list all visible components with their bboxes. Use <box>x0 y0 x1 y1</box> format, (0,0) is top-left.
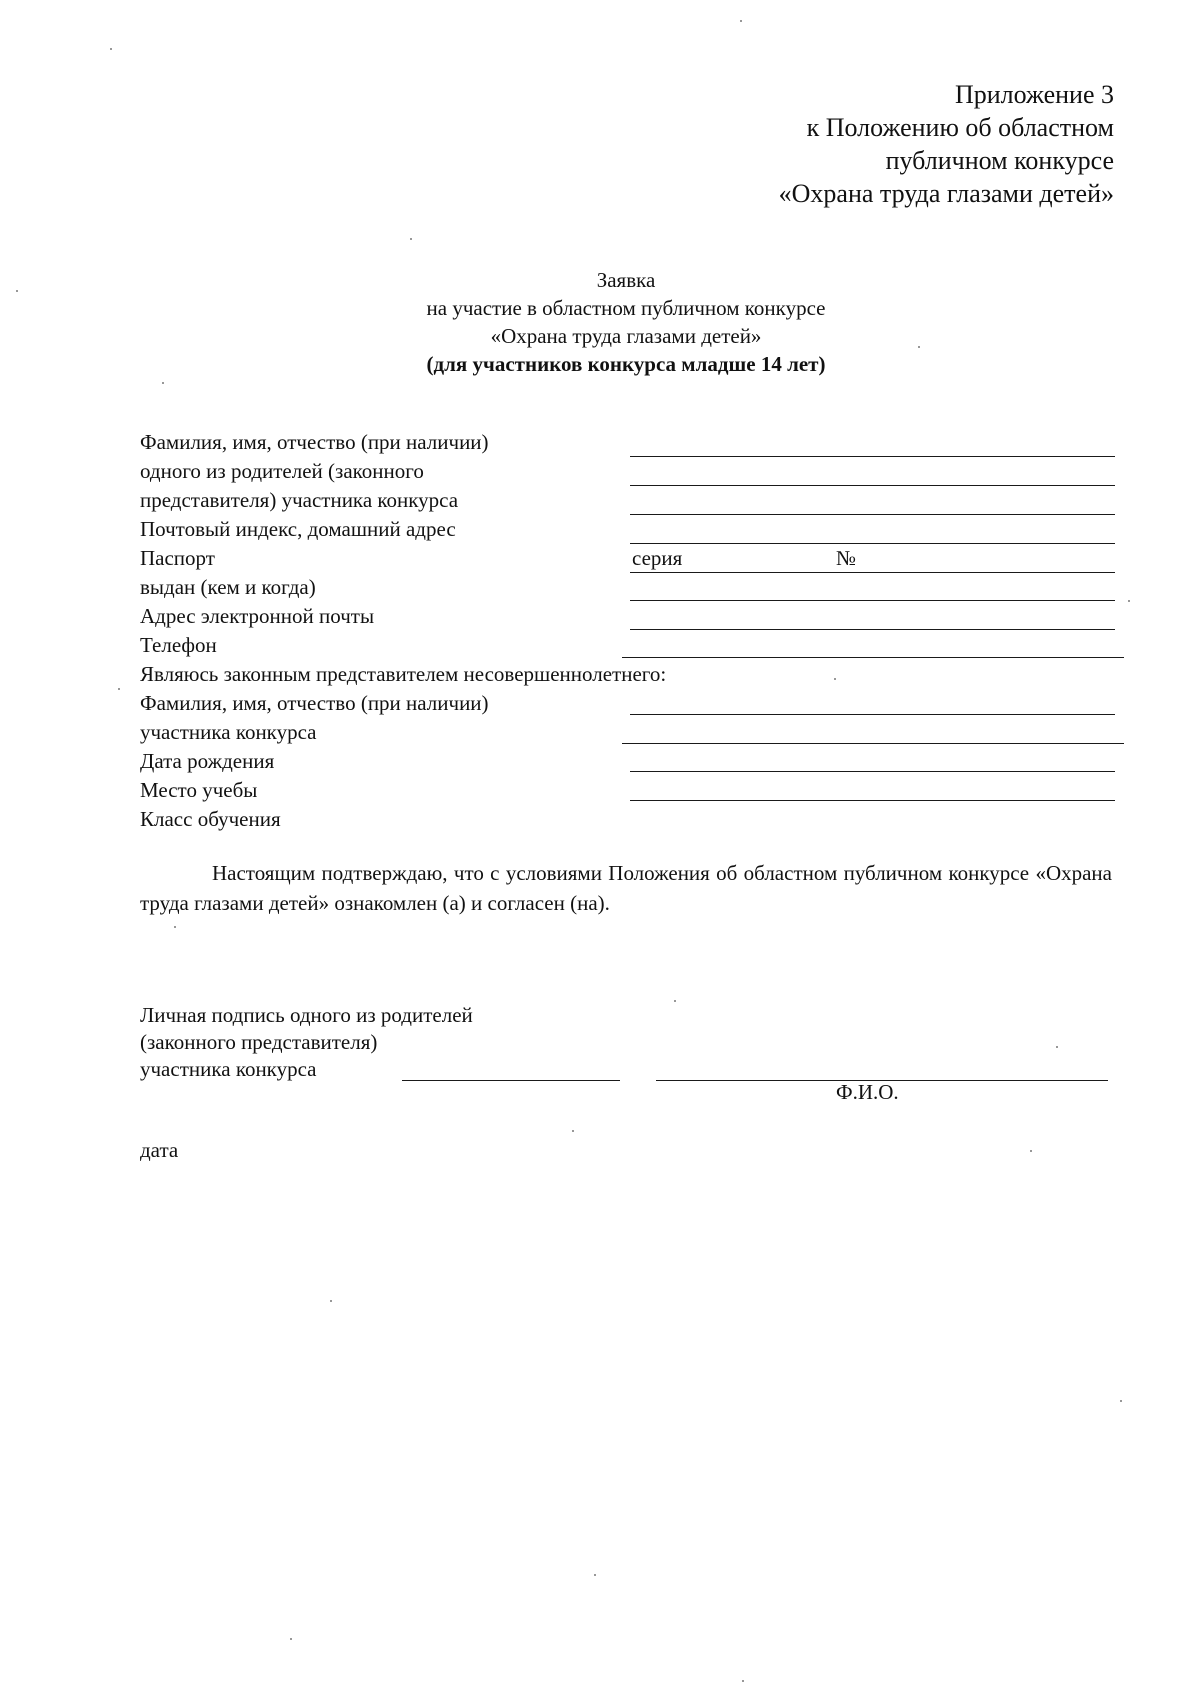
scan-speck <box>330 1300 332 1302</box>
scan-speck <box>918 346 920 348</box>
scan-speck <box>162 382 164 384</box>
issued-label: выдан (кем и когда) <box>140 575 316 599</box>
passport-number-label: № <box>836 546 857 570</box>
scan-speck <box>410 238 412 240</box>
scan-speck <box>174 926 176 928</box>
scan-speck <box>1128 600 1130 602</box>
scan-speck <box>290 1638 292 1640</box>
appendix-line-2: к Положению об областном <box>806 113 1114 142</box>
child-name-label-1: Фамилия, имя, отчество (при наличии) <box>140 691 489 715</box>
appendix-line-3: публичном конкурсе <box>885 146 1114 175</box>
birth-date-line[interactable] <box>630 771 1115 772</box>
study-place-line[interactable] <box>630 800 1115 801</box>
passport-label: Паспорт <box>140 546 215 570</box>
email-label: Адрес электронной почты <box>140 604 375 628</box>
parent-name-line-3[interactable] <box>630 514 1115 515</box>
phone-label: Телефон <box>140 633 217 657</box>
grade-label: Класс обучения <box>140 807 281 831</box>
scan-speck <box>674 1000 676 1002</box>
parent-name-label-3: представителя) участника конкурса <box>140 488 459 512</box>
scan-speck <box>740 20 742 22</box>
document-heading <box>0 266 1200 378</box>
passport-series-label: серия <box>632 546 683 570</box>
child-name-line-2[interactable] <box>622 743 1124 744</box>
scan-speck <box>16 290 18 292</box>
heading-line-3: «Охрана труда глазами детей» <box>490 324 762 348</box>
scan-speck <box>1030 1150 1032 1152</box>
scan-speck <box>594 1574 596 1576</box>
heading-line-2: на участие в областном публичном конкурсе <box>426 296 826 320</box>
address-line[interactable] <box>630 543 1115 544</box>
phone-line[interactable] <box>622 657 1124 658</box>
scan-speck <box>1120 1400 1122 1402</box>
scan-speck <box>118 688 120 690</box>
appendix-line-1: Приложение 3 <box>954 80 1114 109</box>
study-place-label: Место учебы <box>140 778 258 802</box>
scan-speck <box>110 48 112 50</box>
representative-label: Являюсь законным представителем несовершеннолетнего: <box>140 662 667 686</box>
signature-label-1: Личная подпись одного из родителей <box>140 1003 473 1027</box>
birth-date-label: Дата рождения <box>140 749 275 773</box>
scan-speck <box>742 1680 744 1682</box>
child-name-label-2: участника конкурса <box>140 720 317 744</box>
child-name-line-1[interactable] <box>630 714 1115 715</box>
scan-speck <box>1056 1046 1058 1048</box>
heading-line-4: (для участников конкурса младше 14 лет) <box>426 352 826 376</box>
appendix-line-4: «Охрана труда глазами детей» <box>778 179 1114 208</box>
signature-line[interactable] <box>402 1080 620 1081</box>
issued-line[interactable] <box>630 600 1115 601</box>
scan-speck <box>834 678 836 680</box>
signature-label-3: участника конкурса <box>140 1057 317 1081</box>
email-line[interactable] <box>630 629 1115 630</box>
fio-label: Ф.И.О. <box>836 1080 899 1104</box>
heading-title: Заявка <box>596 268 656 292</box>
address-label: Почтовый индекс, домашний адрес <box>140 517 456 541</box>
parent-name-line-1[interactable] <box>630 456 1115 457</box>
parent-name-line-2[interactable] <box>630 485 1115 486</box>
parent-name-label-2: одного из родителей (законного <box>140 459 424 483</box>
signature-label-2: (законного представителя) <box>140 1030 378 1054</box>
passport-line[interactable] <box>630 572 1115 573</box>
date-label: дата <box>140 1138 179 1162</box>
appendix-note <box>779 78 1114 210</box>
parent-name-label-1: Фамилия, имя, отчество (при наличии) <box>140 430 489 454</box>
scan-speck <box>572 1130 574 1132</box>
confirmation-paragraph: Настоящим подтверждаю, что с условиями Положения об областном публичном конкурсе «Охрана труда глазами детей» ознакомлен (а) и согласен (на). <box>140 861 1112 915</box>
